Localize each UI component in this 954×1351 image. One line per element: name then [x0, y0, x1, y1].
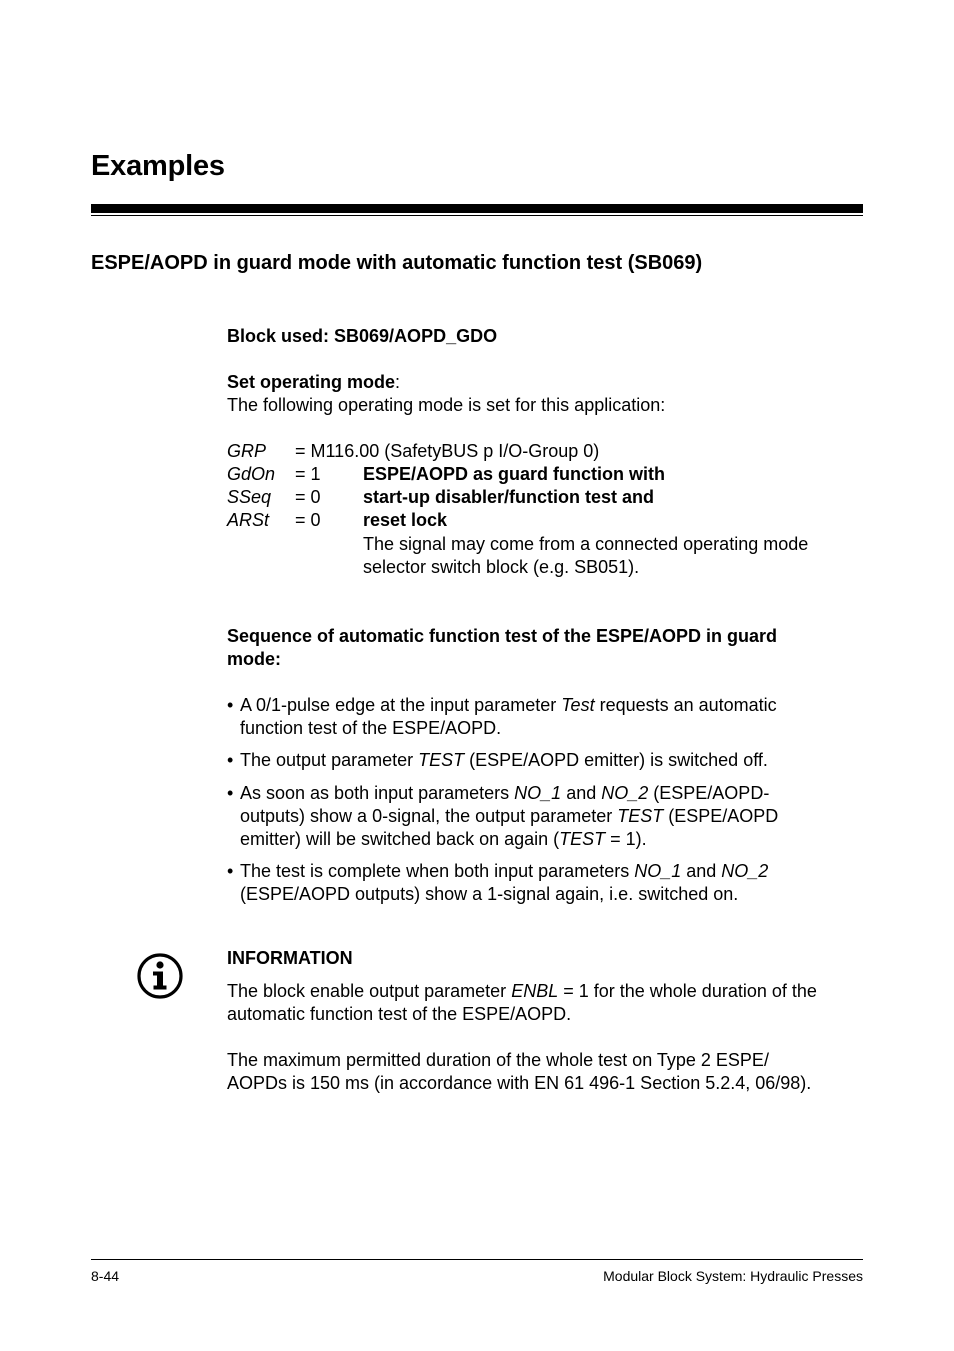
- text-run: The block enable output parameter: [227, 981, 512, 1001]
- param-description: start-up disabler/function test and: [363, 487, 655, 507]
- param-ref: ENBL: [511, 981, 559, 1001]
- bullet-text: [227, 782, 867, 851]
- operating-mode-intro: The following operating mode is set for this application:: [227, 395, 666, 415]
- operating-mode-heading-colon: :: [395, 372, 401, 392]
- text-run: As soon as both input parameters: [240, 783, 515, 803]
- information-paragraph-1: [227, 980, 867, 1026]
- page-number: 8-44: [91, 1268, 120, 1284]
- param-value: = 0: [295, 510, 321, 530]
- text-run: function test of the ESPE/AOPD.: [240, 718, 502, 738]
- bullet-text: [227, 694, 867, 740]
- param-name: GdOn: [227, 464, 276, 484]
- document-title: Modular Block System: Hydraulic Presses: [603, 1268, 863, 1284]
- chapter-title: Examples: [91, 150, 225, 182]
- param-description: reset lock: [363, 510, 448, 530]
- param-value: = 1: [295, 464, 321, 484]
- information-icon: [136, 952, 184, 1000]
- sequence-bullet-3: [227, 782, 867, 851]
- param-ref: NO_2: [601, 783, 649, 803]
- text-run: (ESPE/AOPD emitter) is switched off.: [464, 750, 768, 770]
- param-name: SSeq: [227, 487, 272, 507]
- param-ref: TEST: [418, 750, 465, 770]
- param-row-grp: [227, 440, 867, 463]
- param-ref: Test: [561, 695, 595, 715]
- bullet-glyph: •: [227, 695, 234, 715]
- text-run: and: [561, 783, 602, 803]
- bullet-text: [227, 749, 867, 772]
- text-run: = 1).: [605, 829, 647, 849]
- param-ref: NO_1: [514, 783, 562, 803]
- text-run: and: [681, 861, 722, 881]
- signal-note-line2: selector switch block (e.g. SB051).: [363, 557, 640, 577]
- param-description: ESPE/AOPD as guard function with: [363, 464, 666, 484]
- param-value: = M116.00 (SafetyBUS p I/O-Group 0): [295, 441, 600, 461]
- text-run: The maximum permitted duration of the whole test on Type 2 ESPE/: [227, 1050, 769, 1070]
- text-run: (ESPE/AOPD outputs) show a 1-signal again, i.e. switched on.: [240, 884, 739, 904]
- footer-rule: [91, 1259, 863, 1260]
- text-run: requests an automatic: [594, 695, 777, 715]
- bullet-glyph: •: [227, 861, 234, 881]
- sequence-heading-line1: Sequence of automatic function test of the ESPE/AOPD in guard: [227, 626, 778, 646]
- text-run: (ESPE/AOPD-: [648, 783, 770, 803]
- param-row-arst: [227, 509, 867, 532]
- param-name: GRP: [227, 441, 267, 461]
- sequence-bullet-4: [227, 860, 867, 906]
- signal-note-line1: The signal may come from a connected operating mode: [363, 534, 809, 554]
- header-rule-thin: [91, 215, 863, 216]
- text-run: automatic function test of the ESPE/AOPD.: [227, 1004, 572, 1024]
- text-run: A 0/1-pulse edge at the input parameter: [240, 695, 562, 715]
- text-run: = 1 for the whole duration of the: [558, 981, 817, 1001]
- sequence-heading-line2: mode:: [227, 649, 281, 669]
- param-row-sseq: [227, 486, 867, 509]
- operating-mode-heading-text: Set operating mode: [227, 372, 396, 392]
- bullet-glyph: •: [227, 783, 234, 803]
- text-run: AOPDs is 150 ms (in accordance with EN 61 496-1 Section 5.2.4, 06/98).: [227, 1073, 812, 1093]
- param-row-gdon: [227, 463, 867, 486]
- text-run: (ESPE/AOPD: [663, 806, 779, 826]
- param-ref: NO_2: [721, 861, 769, 881]
- text-run: outputs) show a 0-signal, the output parameter: [240, 806, 618, 826]
- param-ref: TEST: [617, 806, 664, 826]
- param-value: = 0: [295, 487, 321, 507]
- operating-mode-heading: [227, 371, 400, 394]
- header-rule-thick: [91, 204, 863, 213]
- block-used-label: Block used: SB069/AOPD_GDO: [227, 326, 498, 346]
- param-name: ARSt: [227, 510, 270, 530]
- bullet-text: [227, 860, 867, 906]
- sequence-bullet-2: [227, 749, 867, 772]
- text-run: The test is complete when both input parameters: [240, 861, 635, 881]
- text-run: emitter) will be switched back on again (: [240, 829, 560, 849]
- section-title: ESPE/AOPD in guard mode with automatic function test (SB069): [91, 252, 703, 274]
- information-paragraph-2: [227, 1049, 867, 1095]
- bullet-glyph: •: [227, 750, 234, 770]
- param-ref: TEST: [559, 829, 606, 849]
- param-ref: NO_1: [634, 861, 682, 881]
- text-run: The output parameter: [240, 750, 419, 770]
- information-heading: INFORMATION: [227, 948, 353, 968]
- sequence-bullet-1: [227, 694, 867, 740]
